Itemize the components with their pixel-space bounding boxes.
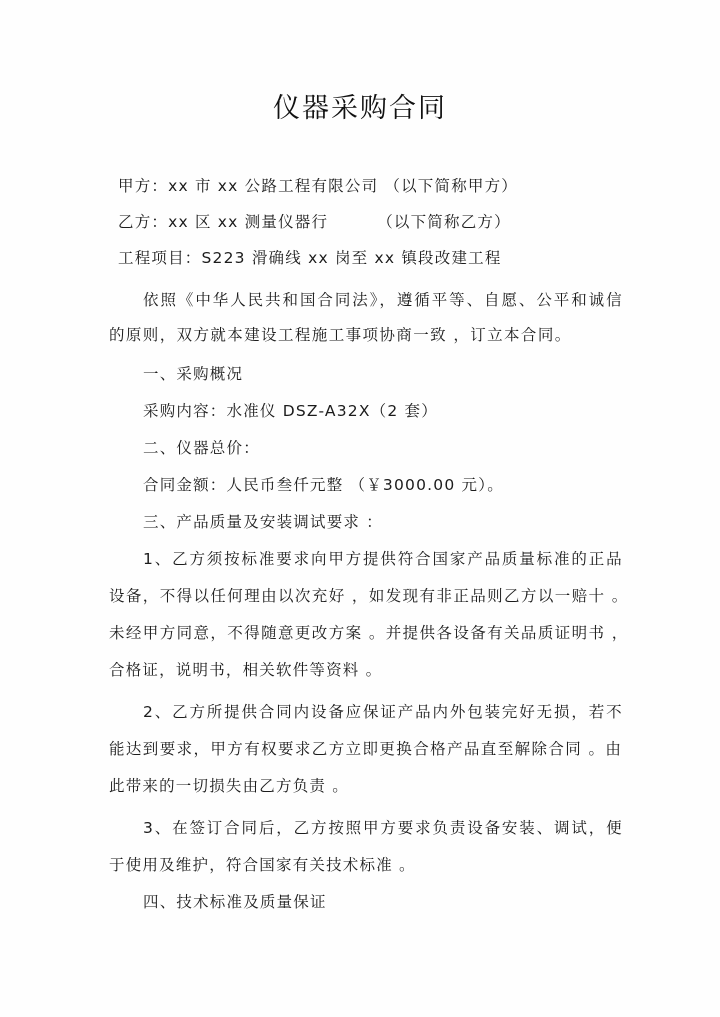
preamble-line-2: 的原则，双方就本建设工程施工事项协商一致 ，订立本合同。 bbox=[109, 326, 572, 344]
purchase-content-line: 采购内容：水准仪 DSZ-A32X（2 套） bbox=[143, 402, 438, 420]
section-4-heading: 四、技术标准及质量保证 bbox=[143, 893, 327, 911]
project-line: 工程项目：S223 滑确线 xx 岗至 xx 镇段改建工程 bbox=[118, 249, 502, 267]
preamble-line-1: 依照《中华人民共和国合同法》，遵循平等、自愿、公平和诚信 bbox=[143, 291, 623, 309]
clause-3-line-2: 于使用及维护，符合国家有关技术标准 。 bbox=[109, 856, 416, 874]
clause-1-line-4: 合格证，说明书，相关软件等资料 。 bbox=[109, 661, 383, 679]
document-title: 仪器采购合同 bbox=[273, 93, 447, 124]
clause-2-line-2: 能达到要求，甲方有权要求乙方立即更换合格产品直至解除合同 。由 bbox=[109, 740, 623, 758]
clause-3-line-1: 3、在签订合同后，乙方按照甲方要求负责设备安装、调试，便 bbox=[143, 819, 623, 837]
clause-2-line-3: 此带来的一切损失由乙方负责 。 bbox=[109, 777, 349, 795]
section-3-heading: 三、产品质量及安装调试要求 ： bbox=[143, 513, 383, 531]
section-2-heading: 二、仪器总价： bbox=[143, 439, 260, 457]
clause-1-line-2: 设备，不得以任何理由以次充好 ，如发现有非正品则乙方以一赔十 。 bbox=[109, 587, 629, 605]
contract-amount-line: 合同金额：人民币叁仟元整 （￥3000.00 元）。 bbox=[143, 476, 504, 494]
clause-1-line-1: 1、乙方须按标准要求向甲方提供符合国家产品质量标准的正品 bbox=[143, 550, 623, 568]
party-a-line: 甲方：xx 市 xx 公路工程有限公司 （以下简称甲方） bbox=[118, 177, 519, 195]
clause-1-line-3: 未经甲方同意，不得随意更改方案 。并提供各设备有关品质证明书 ， bbox=[109, 624, 629, 642]
party-b-line: 乙方：xx 区 xx 测量仪器行 （以下简称乙方） bbox=[118, 213, 511, 231]
section-1-heading: 一、采购概况 bbox=[143, 365, 244, 383]
clause-2-line-1: 2、乙方所提供合同内设备应保证产品内外包装完好无损，若不 bbox=[143, 703, 623, 721]
